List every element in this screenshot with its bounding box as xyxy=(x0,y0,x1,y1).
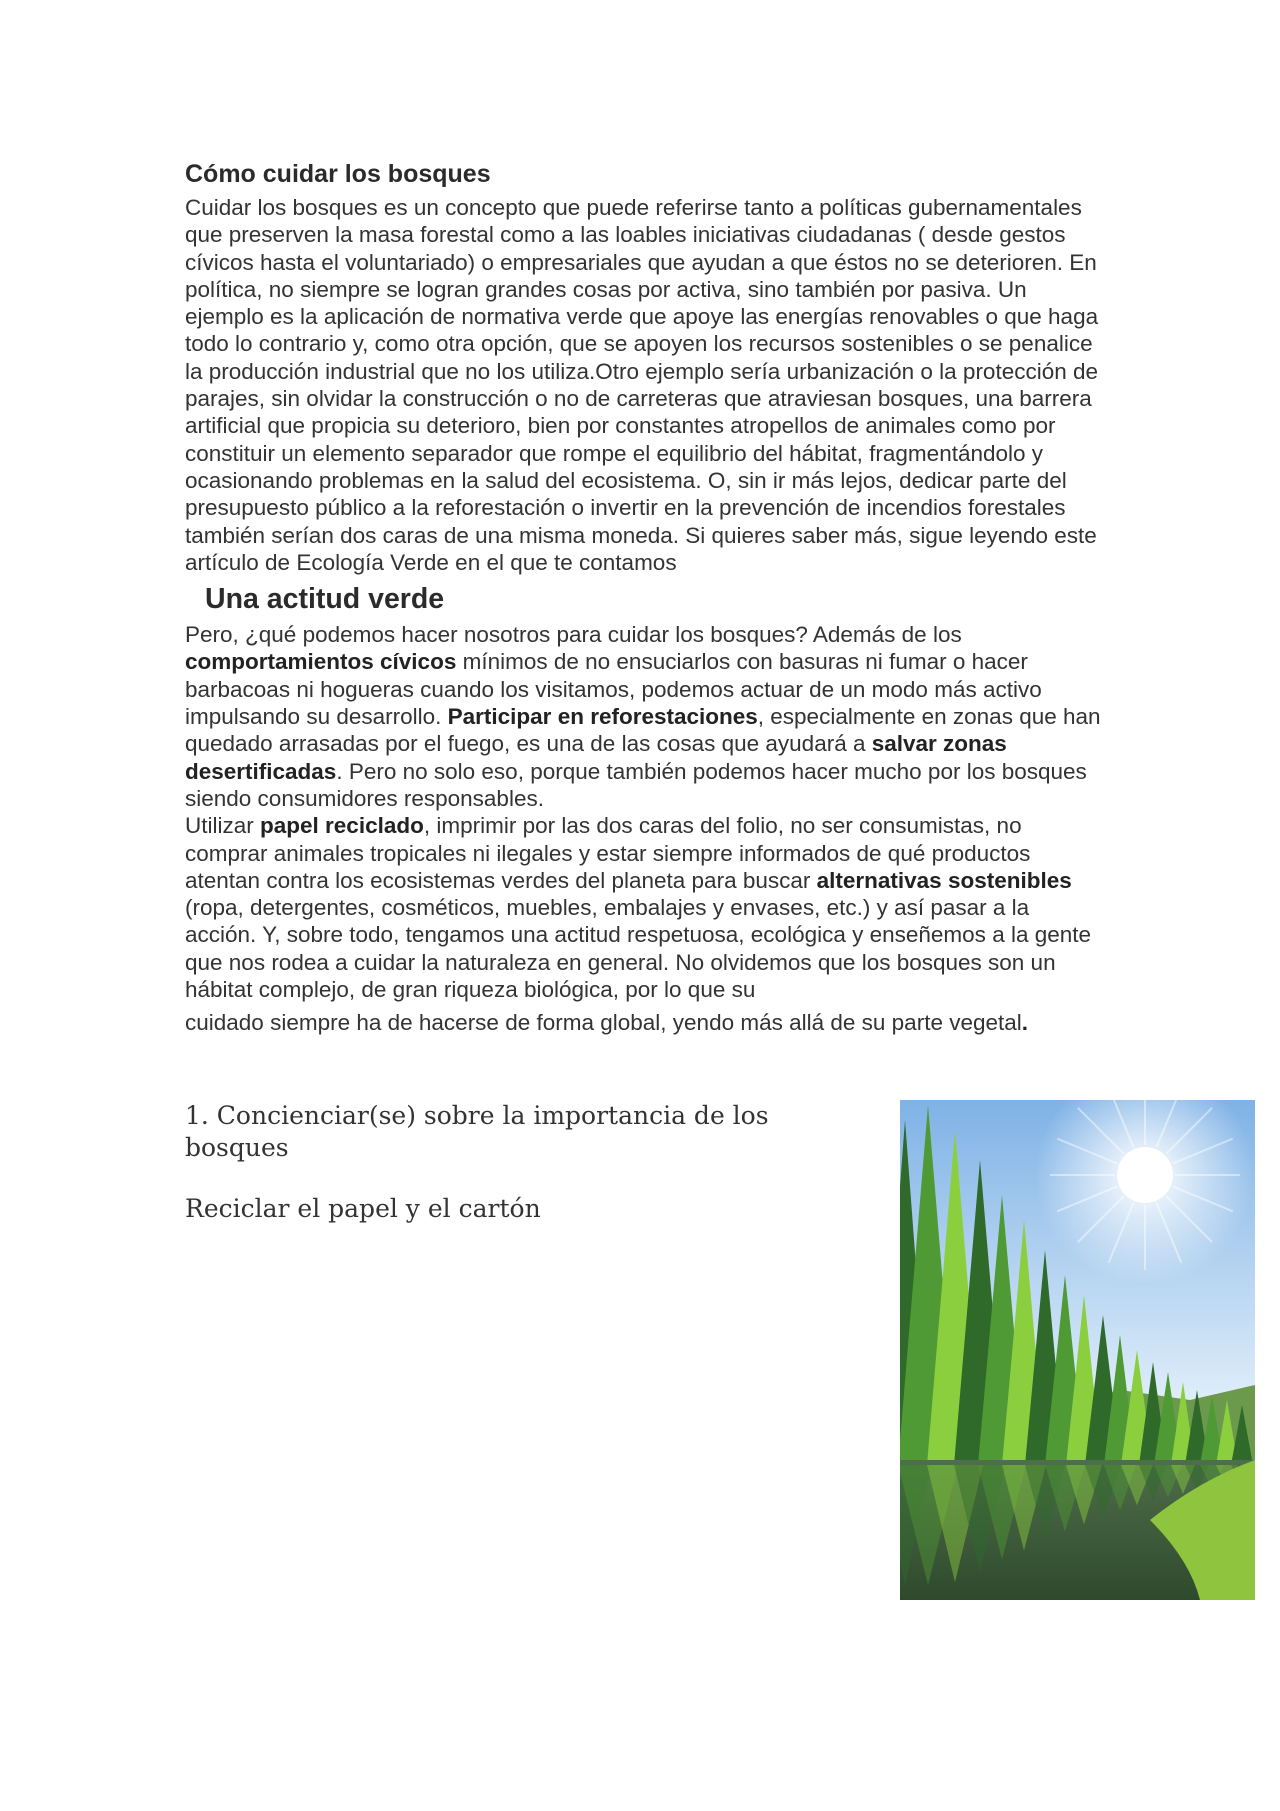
article-column xyxy=(185,158,1105,1043)
intro-paragraph: Cuidar los bosques es un concepto que puede referirse tanto a políticas gubernamentales que preserven la masa forestal como a las loables iniciativas ciudadanas ( desde gestos cívicos hasta el voluntariado) o empresariales que ayudan a que éstos no se deterioren. En política, no siempre se logran grandes cosas por activa, sino también por pasiva. Un ejemplo es la aplicación de normativa verde que apoye las energías renovables o que haga todo lo contrario y, como otra opción, que se apoyen los recursos sostenibles o se penalice la producción industrial que no los utiliza.Otro ejemplo sería urbanización o la protección de parajes, sin olvidar la construcción o no de carreteras que atraviesan bosques, una barrera artificial que propicia su deterioro, bien por constantes atropellos de animales como por constituir un elemento separador que rompe el equilibrio del hábitat, fragmentándolo y ocasionando problemas en la salud del ecosistema. O, sin ir más lejos, dedicar parte del presupuesto público a la reforestación o invertir en la prevención de incendios forestales también serían dos caras de una misma moneda. Si quieres saber más, sigue leyendo este artículo de Ecología Verde en el que te contamos xyxy=(185,195,1099,575)
paragraph-2 xyxy=(185,812,1105,1003)
text-run: Pero, ¿qué podemos hacer nosotros para cuidar los bosques? Además de los xyxy=(185,622,962,648)
list-block xyxy=(185,1100,805,1225)
text-run: mínimos de no ensuciarlos con basuras ni fumar o hacer barbacoas ni hogueras cuando los visitamos, podemos actuar de un modo más activo impulsando su desarrollo. xyxy=(185,649,1042,730)
forest-lake-photo xyxy=(900,1100,1255,1600)
list-item-2: Reciclar el papel y el cartón xyxy=(185,1194,541,1223)
list-item-1: 1. Concienciar(se) sobre la importancia de los bosques xyxy=(185,1101,769,1162)
forest-lake-illustration xyxy=(900,1100,1255,1600)
text-run: . Pero no solo eso, porque también podemos hacer mucho por los bosques siendo consumidores responsables. xyxy=(185,758,1087,811)
text-run: (ropa, detergentes, cosméticos, muebles, embalajes y envases, etc.) y así pasar a la acción. Y, sobre todo, tengamos una actitud respetuosa, ecológica y enseñemos a la gente que nos rodea a cuidar la naturaleza en general. No olvidemos que los bosques son un hábitat complejo, de gran riqueza biológica, por lo que su xyxy=(185,895,1092,1003)
bold-run: salvar zonas desertificadas xyxy=(185,731,1007,784)
sun xyxy=(1117,1147,1173,1203)
text-run: , especialmente en zonas que han quedado arrasadas por el fuego, es una de las cosas que ayudará a xyxy=(185,704,1101,757)
article-title: Cómo cuidar los bosques xyxy=(185,160,491,188)
text-run: Utilizar xyxy=(185,813,261,839)
bold-run: . xyxy=(1021,1010,1029,1036)
paragraph-3 xyxy=(185,1003,1105,1043)
paragraph-1 xyxy=(185,621,1105,812)
text-run: cuidado siempre ha de hacerse de forma global, yendo más allá de su parte vegetal xyxy=(185,1010,1022,1036)
section-heading: Una actitud verde xyxy=(205,583,445,616)
bold-run: comportamientos cívicos xyxy=(185,649,457,675)
text-run: , imprimir por las dos caras del folio, no ser consumistas, no comprar animales tropicales ni ilegales y estar siempre informados de qué productos atentan contra los ecosistemas verdes del planeta para buscar xyxy=(185,813,1031,893)
bold-run: papel reciclado xyxy=(260,813,424,839)
bold-run: alternativas sostenibles xyxy=(816,867,1072,893)
bold-run: Participar en reforestaciones xyxy=(447,704,758,730)
